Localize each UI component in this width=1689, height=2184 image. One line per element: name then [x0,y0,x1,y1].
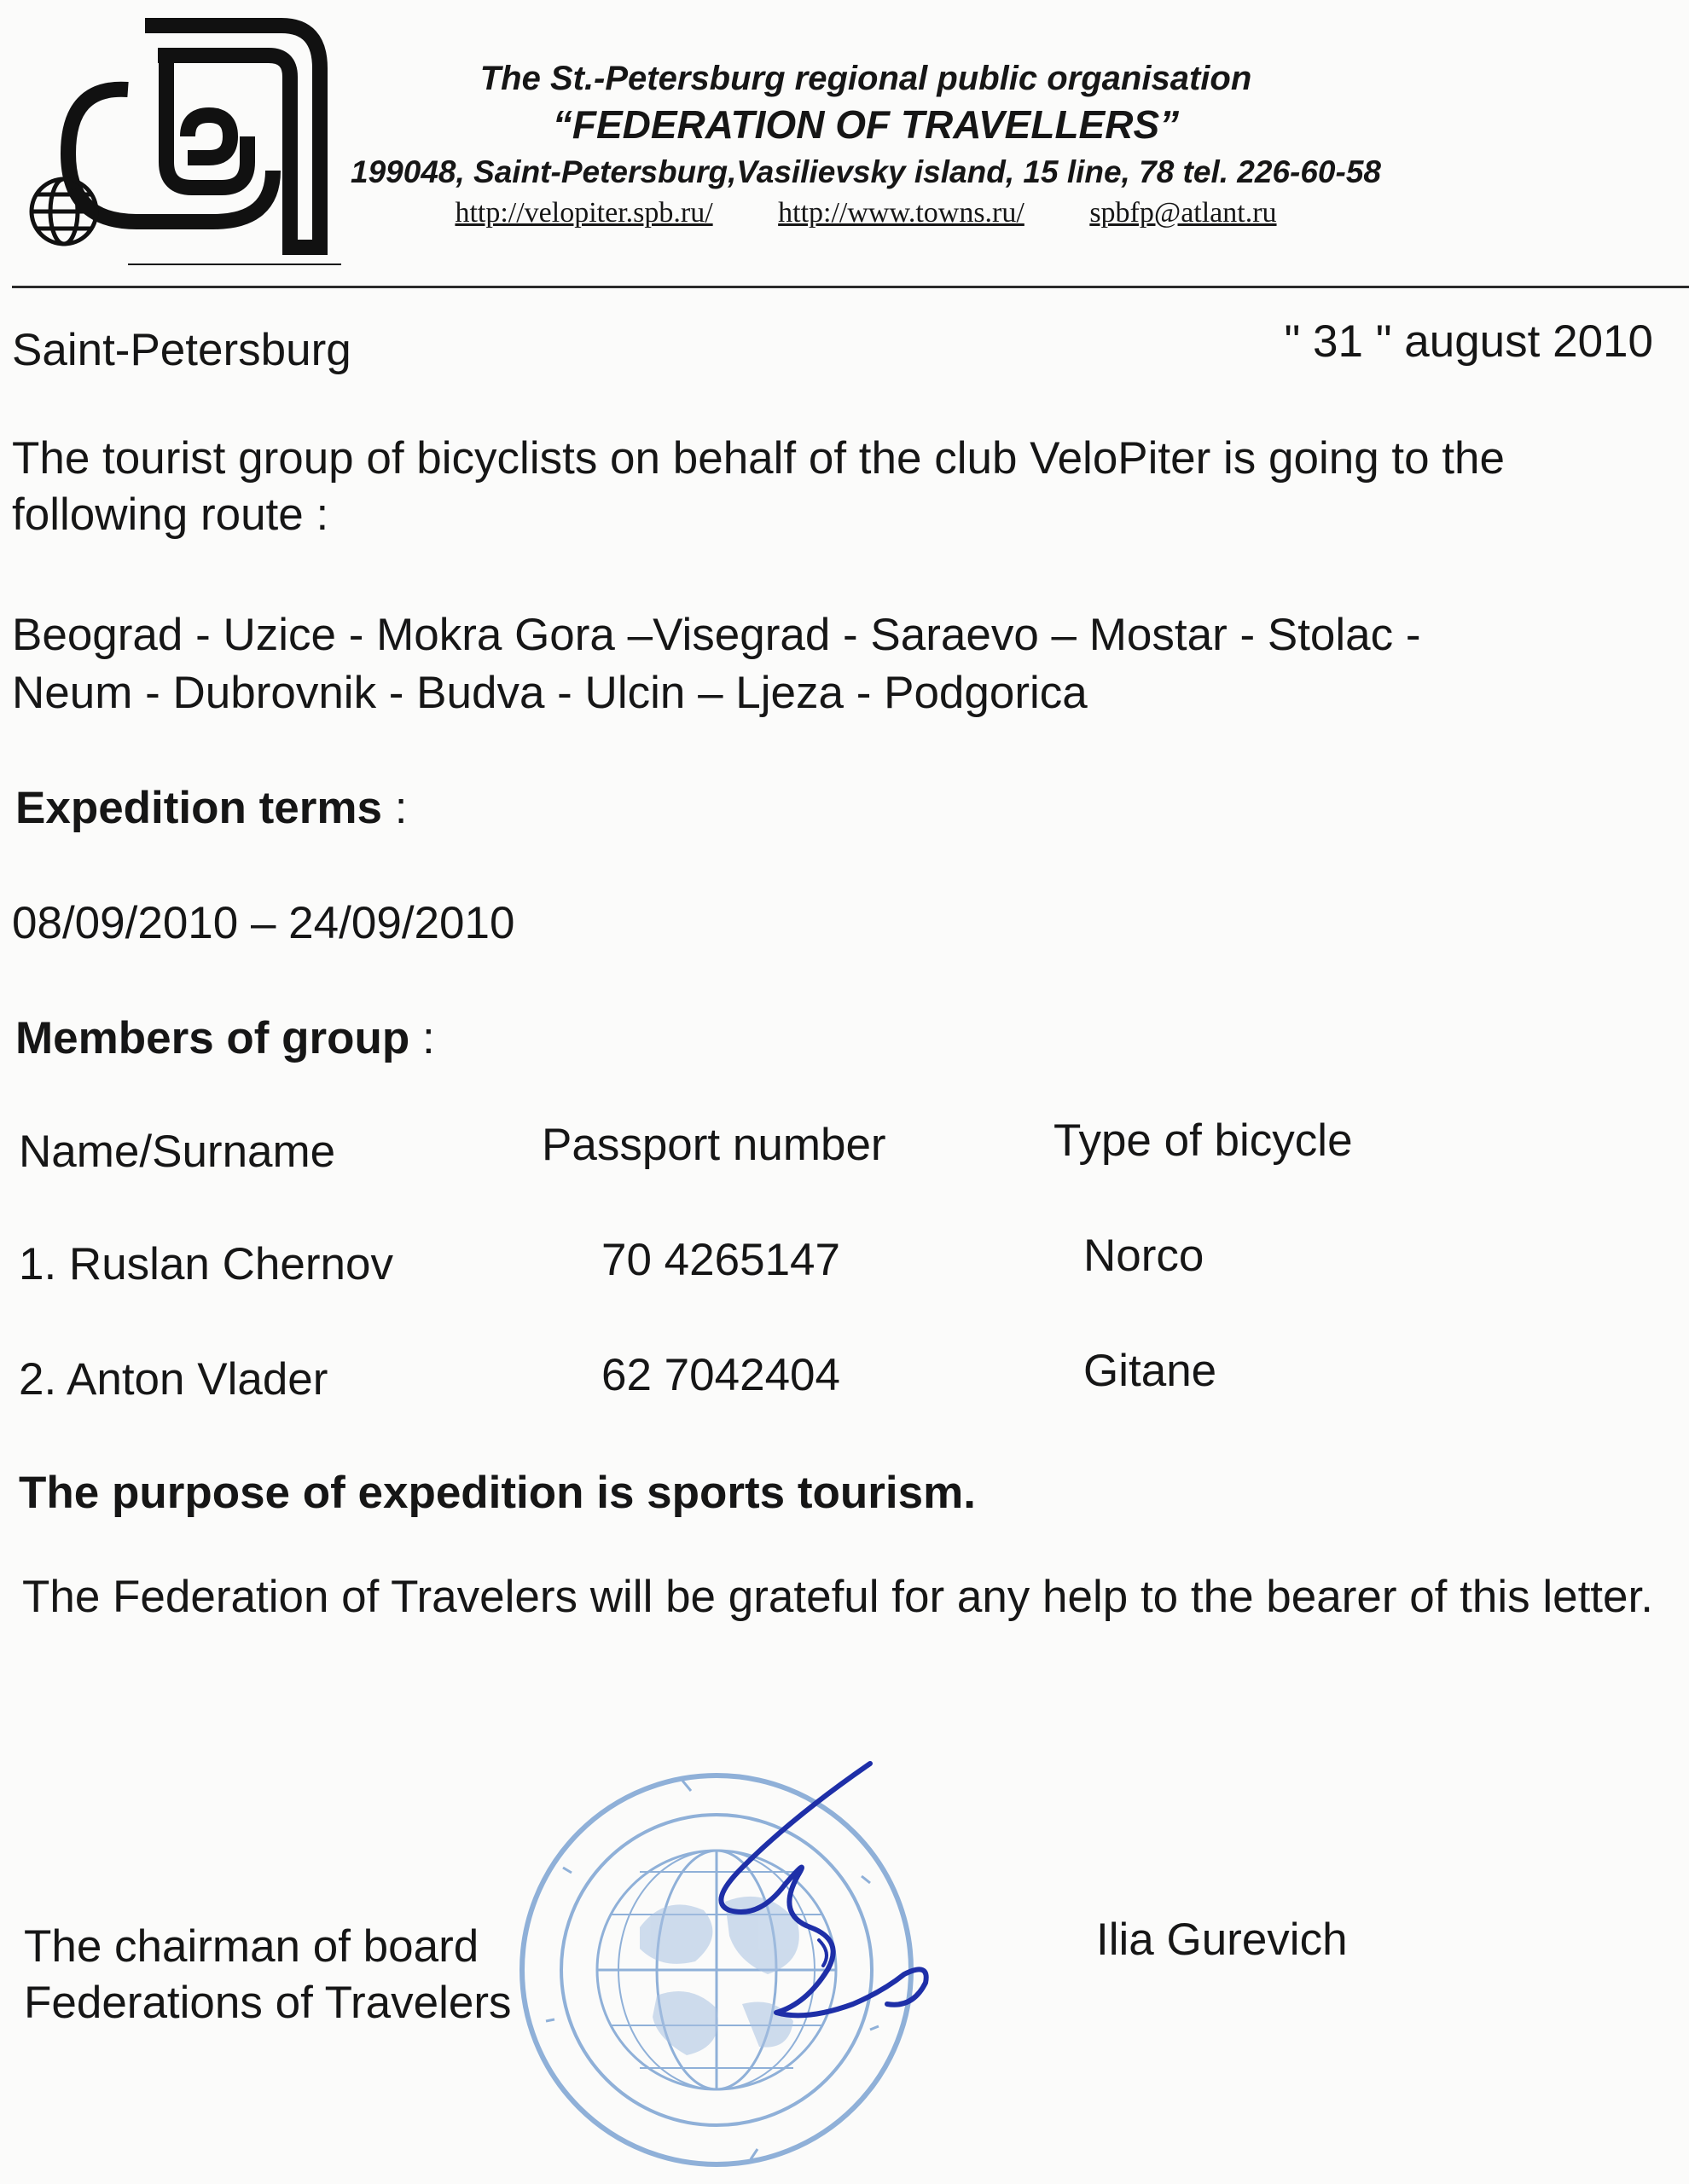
signatory-name: Ilia Gurevich [1096,1915,1348,1965]
member-passport: 70 4265147 [601,1235,841,1285]
org-line1: The St.-Petersburg regional public organisation [479,60,1252,97]
terms-heading [15,780,407,837]
member-bicycle: Norco [1083,1231,1204,1281]
email-link[interactable]: spbfp@atlant.ru [1089,197,1277,229]
member-name: 1. Ruslan Chernov [19,1239,393,1289]
towns-link[interactable]: http://www.towns.ru/ [778,197,1024,229]
members-heading-colon: : [409,1013,435,1063]
column-header-name: Name/Surname [19,1127,336,1177]
member-name: 2. Anton Vlader [19,1354,328,1405]
letter-date: " 31 " august 2010 [1284,316,1653,367]
org-name: “FEDERATION OF TRAVELLERS” [552,102,1180,147]
terms-heading-label: Expedition terms [15,783,382,833]
closing-paragraph: The Federation of Travelers will be grateful for any help to the bearer of this letter. [22,1572,1653,1622]
terms-dates: 08/09/2010 – 24/09/2010 [12,898,515,948]
org-address: 199048, Saint-Petersburg,Vasilievsky island, 15 line, 78 tel. 226-60-58 [351,154,1381,189]
member-bicycle: Gitane [1083,1346,1217,1396]
velopiter-link[interactable]: http://velopiter.spb.ru/ [455,197,713,229]
terms-heading-colon: : [381,783,408,833]
signatory-title-line2: Federations of Travelers [24,1978,512,2028]
column-header-bicycle: Type of bicycle [1053,1115,1353,1166]
intro-paragraph: The tourist group of bicyclists on behalf of the club VeloPiter is going to the following route : [12,433,1506,540]
letterhead-links [282,197,1450,229]
route-line-1: Beograd - Uzice - Mokra Gora –Visegrad - Saraevo – Mostar - Stolac - [12,610,1421,660]
city: Saint-Petersburg [12,325,351,375]
members-heading [15,1011,435,1067]
purpose-statement: The purpose of expedition is sports tourism. [19,1468,976,1518]
route-line-2: Neum - Dubrovnik - Budva - Ulcin – Ljeza - Podgorica [12,668,1088,718]
column-header-passport: Passport number [542,1120,886,1170]
members-heading-label: Members of group [15,1013,410,1063]
letterhead-divider [12,286,1689,288]
letterhead [0,60,1450,229]
handwritten-signature [648,1757,955,2038]
signatory-title-line1: The chairman of board [24,1921,479,1972]
member-passport: 62 7042404 [601,1350,841,1400]
